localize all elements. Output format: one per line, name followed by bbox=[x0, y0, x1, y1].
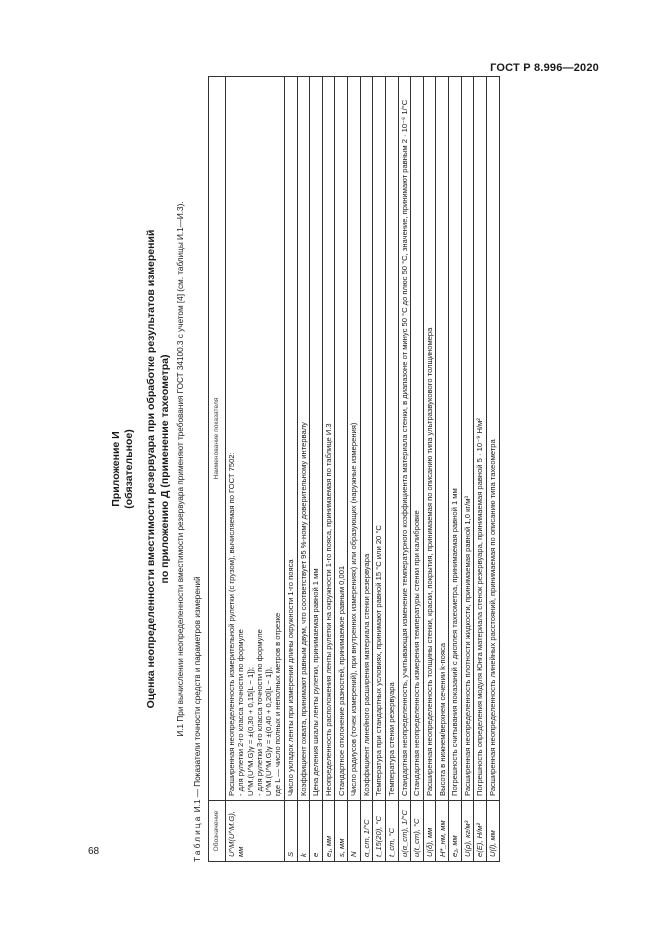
row-symbol: t_15(20), °C bbox=[373, 801, 386, 862]
row-symbol: U(δ), мм bbox=[423, 801, 436, 862]
table-row bbox=[423, 77, 436, 862]
table-row bbox=[226, 77, 285, 862]
table-row bbox=[398, 77, 411, 862]
row-symbol: u(α_ст), 1/°C bbox=[398, 801, 411, 862]
row-symbol: S bbox=[284, 801, 297, 862]
row-symbol: t_ст, °C bbox=[385, 801, 398, 862]
row-symbol: e bbox=[310, 801, 323, 862]
table-row bbox=[297, 77, 310, 862]
table-row bbox=[436, 77, 449, 862]
table-row bbox=[360, 77, 373, 862]
row-description: Стандартная неопределенность, учитывающая изменение температурного коэффициента материала стенки, в диапазоне от минус 50 °C до плюс 50 °C, значение, принимают равным 2 · 10⁻⁶ 1/°C bbox=[398, 77, 411, 801]
table-row bbox=[461, 77, 474, 862]
document-header: ГОСТ Р 8.996—2020 bbox=[490, 62, 599, 74]
table-row bbox=[310, 77, 323, 862]
table-row bbox=[385, 77, 398, 862]
row-description: Расширенная неопределенность измерительной рулетки (с грузом), вычисляемая по ГОСТ 7502: - для рулетки 2-го класса точности по формуле U^M.(U^M.G)γ = ±(0,30 + 0,15[L − 1]); - для рулетки 3-го класса точности по формуле U^M.(U^M.G)γ = ±(0,40 + 0,20[L − 1]), где L — число полных и неполных метров в отрезке bbox=[226, 77, 285, 801]
row-description: Цена деления шкалы ленты рулетки, принимаемая равной 1 мм bbox=[310, 77, 323, 801]
table-row bbox=[284, 77, 297, 862]
table-row bbox=[486, 77, 499, 862]
row-symbol: e₁, мм bbox=[322, 801, 335, 862]
row-description: Расширенная неопределенность плотности жидкости, принимаемая равной 1,0 кг/м³ bbox=[461, 77, 474, 801]
header-symbol: Обозначение bbox=[209, 801, 226, 862]
appendix-title: Приложение И bbox=[110, 431, 122, 507]
header-description: Наименование показателя bbox=[209, 77, 226, 801]
table-header-row bbox=[209, 77, 226, 862]
row-description: Число укладок ленты при измерении длины окружности 1-го пояса bbox=[284, 77, 297, 801]
row-description: Стандартное отклонение разностей, принимаемое равным 0,001 bbox=[335, 77, 348, 801]
table-row bbox=[474, 77, 487, 862]
row-description: Расширенная неопределенность линейных расстояний, принимаемая по описанию типа тахеометра bbox=[486, 77, 499, 801]
row-symbol: s, мм bbox=[335, 801, 348, 862]
section-title-line-2: по приложению Д (применение тахеометра) bbox=[159, 354, 172, 584]
row-description: Расширенная неопределенность толщины стенки, краски, покрытия, принимаемая по описанию типа ультразвукового толщиномера bbox=[423, 77, 436, 801]
table-row bbox=[411, 77, 424, 862]
row-description: Неопределенность расположения ленты рулетки на окружности 1-го пояса, принимаемая по таблице И.3 bbox=[322, 77, 335, 801]
appendix-heading bbox=[110, 76, 136, 862]
row-symbol: U^M(U^M.G), мм bbox=[226, 801, 285, 862]
rotated-page-content bbox=[108, 76, 594, 862]
row-symbol: e(E), Н/м² bbox=[474, 801, 487, 862]
table-row bbox=[322, 77, 335, 862]
row-description: Коэффициент охвата, принимают равным двум, что соответствует 95 %-ному доверительному интервалу bbox=[297, 77, 310, 801]
section-title-line-1: Оценка неопределенности вместимости резервуара при обработке результатов измерений bbox=[145, 229, 157, 709]
row-symbol: u(t_ст), °C bbox=[411, 801, 424, 862]
table-caption bbox=[193, 576, 202, 862]
row-description: Стандартная неопределенность измерения температуры стенки при калибровке bbox=[411, 77, 424, 801]
row-symbol: H*_нм, мм bbox=[436, 801, 449, 862]
row-description: Температура стенки резервуара bbox=[385, 77, 398, 801]
section-title bbox=[144, 76, 172, 862]
table-row bbox=[449, 77, 462, 862]
table-caption-text: И.1 — Показатели точности средств и параметров измерений bbox=[193, 576, 202, 813]
row-symbol: α_ст, 1/°C bbox=[360, 801, 373, 862]
row-description: Высота в нижнем/верхнем сечении k-пояса bbox=[436, 77, 449, 801]
appendix-status: (обязательное) bbox=[123, 429, 136, 509]
intro-paragraph: И.1 При вычислении неопределенности вместимости резервуара применяют требования ГОСТ 34100.3 с учетом [4] (см. таблицы И.1—И.3). bbox=[176, 201, 185, 737]
row-symbol: k bbox=[297, 801, 310, 862]
row-description: Коэффициент линейного расширения материала стенки резервуара bbox=[360, 77, 373, 801]
row-description: Температура при стандартных условиях, принимают равной 15 °C или 20 °C bbox=[373, 77, 386, 801]
row-symbol: U(ρ), кг/м³ bbox=[461, 801, 474, 862]
table-row bbox=[335, 77, 348, 862]
row-symbol: e₂, мм bbox=[449, 801, 462, 862]
page-number: 68 bbox=[88, 846, 100, 857]
row-description: Погрешность считывания показаний с дисплея тахеометра, принимаемая равной 1 мм bbox=[449, 77, 462, 801]
row-description: Число радиусов (точек измерений), при внутренних измерениях) или образующих (наружные измерения) bbox=[348, 77, 361, 801]
row-symbol: U(l), мм bbox=[486, 801, 499, 862]
row-description: Погрешность определения модуля Юнга материала стенок резервуара, принимаемая равной 5 · 10⁻⁹ Н/м² bbox=[474, 77, 487, 801]
table-row bbox=[373, 77, 386, 862]
row-symbol: N bbox=[348, 801, 361, 862]
table-row bbox=[348, 77, 361, 862]
accuracy-table bbox=[208, 76, 500, 862]
table-caption-label: Таблица bbox=[193, 814, 202, 862]
